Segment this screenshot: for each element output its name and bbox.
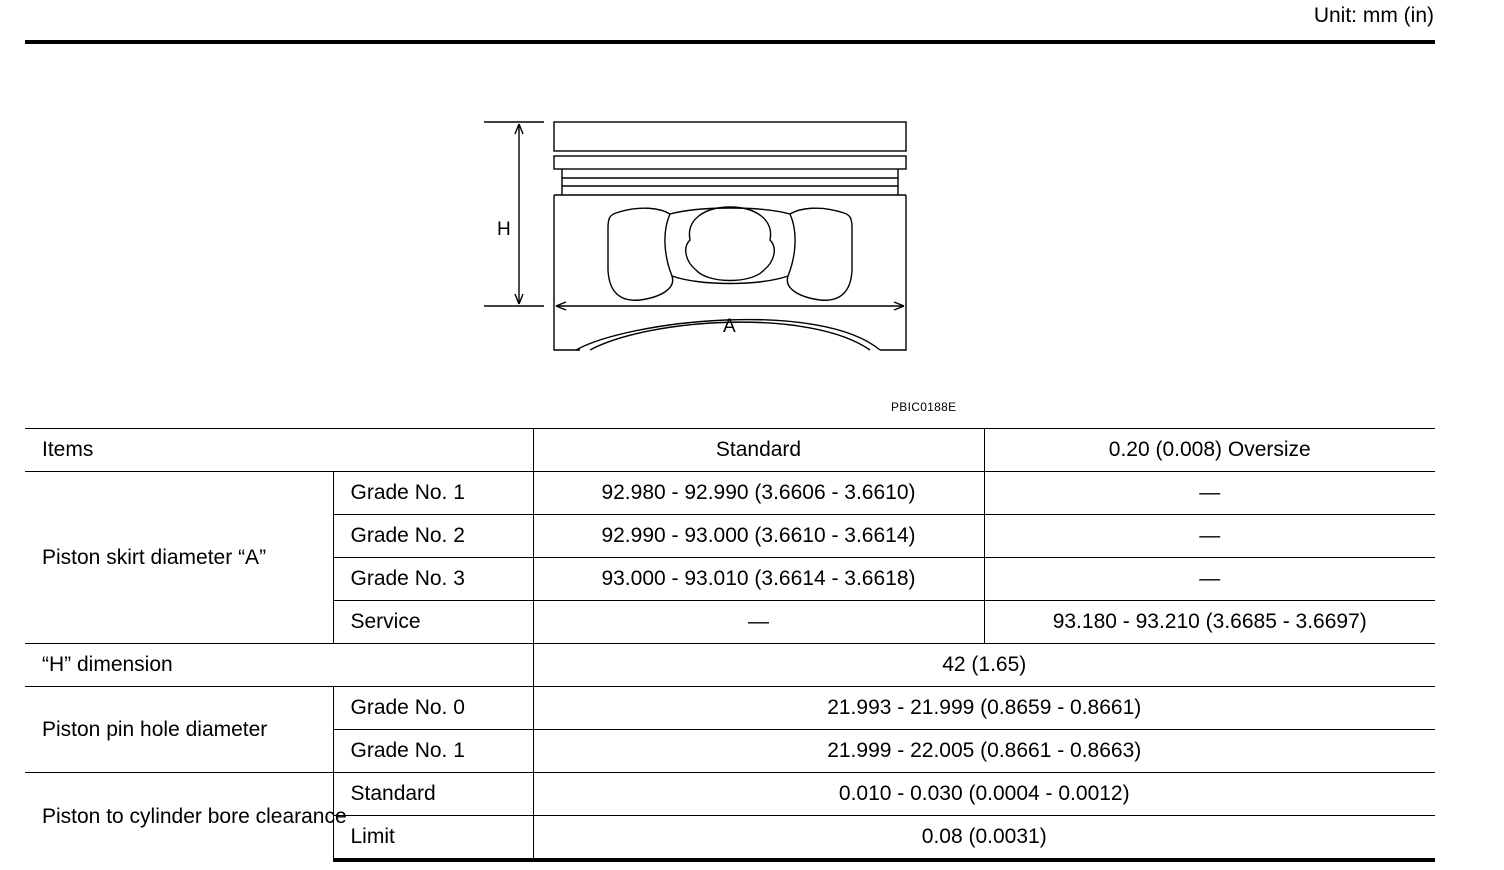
value-h-dimension: 42 (1.65): [533, 644, 1435, 687]
unit-label: Unit: mm (in): [1313, 4, 1434, 27]
value-standard: 93.000 - 93.010 (3.6614 - 3.6618): [533, 558, 984, 601]
value-oversize: —: [984, 515, 1435, 558]
pin-hole: [686, 207, 775, 281]
sub-label: Grade No. 1: [333, 730, 533, 773]
sub-label: Grade No. 3: [333, 558, 533, 601]
value-oversize: —: [984, 472, 1435, 515]
pin-boss-left: [608, 208, 673, 300]
item-skirt: Piston skirt diameter “A”: [25, 472, 333, 644]
label-h: H: [497, 219, 511, 240]
value-pin-hole: 21.993 - 21.999 (0.8659 - 0.8661): [533, 687, 1435, 730]
piston-diagram: [470, 110, 930, 390]
sub-label: Service: [333, 601, 533, 644]
value-clearance: 0.010 - 0.030 (0.0004 - 0.0012): [533, 773, 1435, 816]
figure-code: PBIC0188E: [891, 400, 957, 414]
value-standard: 92.980 - 92.990 (3.6606 - 3.6610): [533, 472, 984, 515]
table-row: [25, 644, 1435, 687]
value-oversize: —: [984, 558, 1435, 601]
dimension-h-line: [484, 122, 544, 306]
item-h-dimension: “H” dimension: [25, 644, 533, 687]
sub-label: Grade No. 2: [333, 515, 533, 558]
item-pin-hole: Piston pin hole diameter: [25, 687, 333, 773]
sub-label: Standard: [333, 773, 533, 816]
piston-crown: [554, 122, 906, 151]
sub-label: Limit: [333, 816, 533, 861]
sub-label: Grade No. 0: [333, 687, 533, 730]
table-row: [25, 773, 1435, 816]
header-oversize: 0.20 (0.008) Oversize: [984, 429, 1435, 472]
sub-label: Grade No. 1: [333, 472, 533, 515]
spec-table: [25, 428, 1435, 862]
pin-boss-right: [787, 208, 852, 300]
item-clearance: Piston to cylinder bore clearance: [25, 773, 333, 861]
ring-land: [554, 156, 906, 169]
value-pin-hole: 21.999 - 22.005 (0.8661 - 0.8663): [533, 730, 1435, 773]
value-standard: —: [533, 601, 984, 644]
table-row: [25, 472, 1435, 515]
ring-groove: [562, 169, 898, 195]
header-standard: Standard: [533, 429, 984, 472]
table-row: [25, 687, 1435, 730]
value-clearance: 0.08 (0.0031): [533, 816, 1435, 861]
value-oversize: 93.180 - 93.210 (3.6685 - 3.6697): [984, 601, 1435, 644]
label-a: A: [723, 316, 736, 337]
table-header-row: [25, 429, 1435, 472]
top-rule: [25, 40, 1435, 44]
value-standard: 92.990 - 93.000 (3.6610 - 3.6614): [533, 515, 984, 558]
header-items: Items: [25, 429, 533, 472]
